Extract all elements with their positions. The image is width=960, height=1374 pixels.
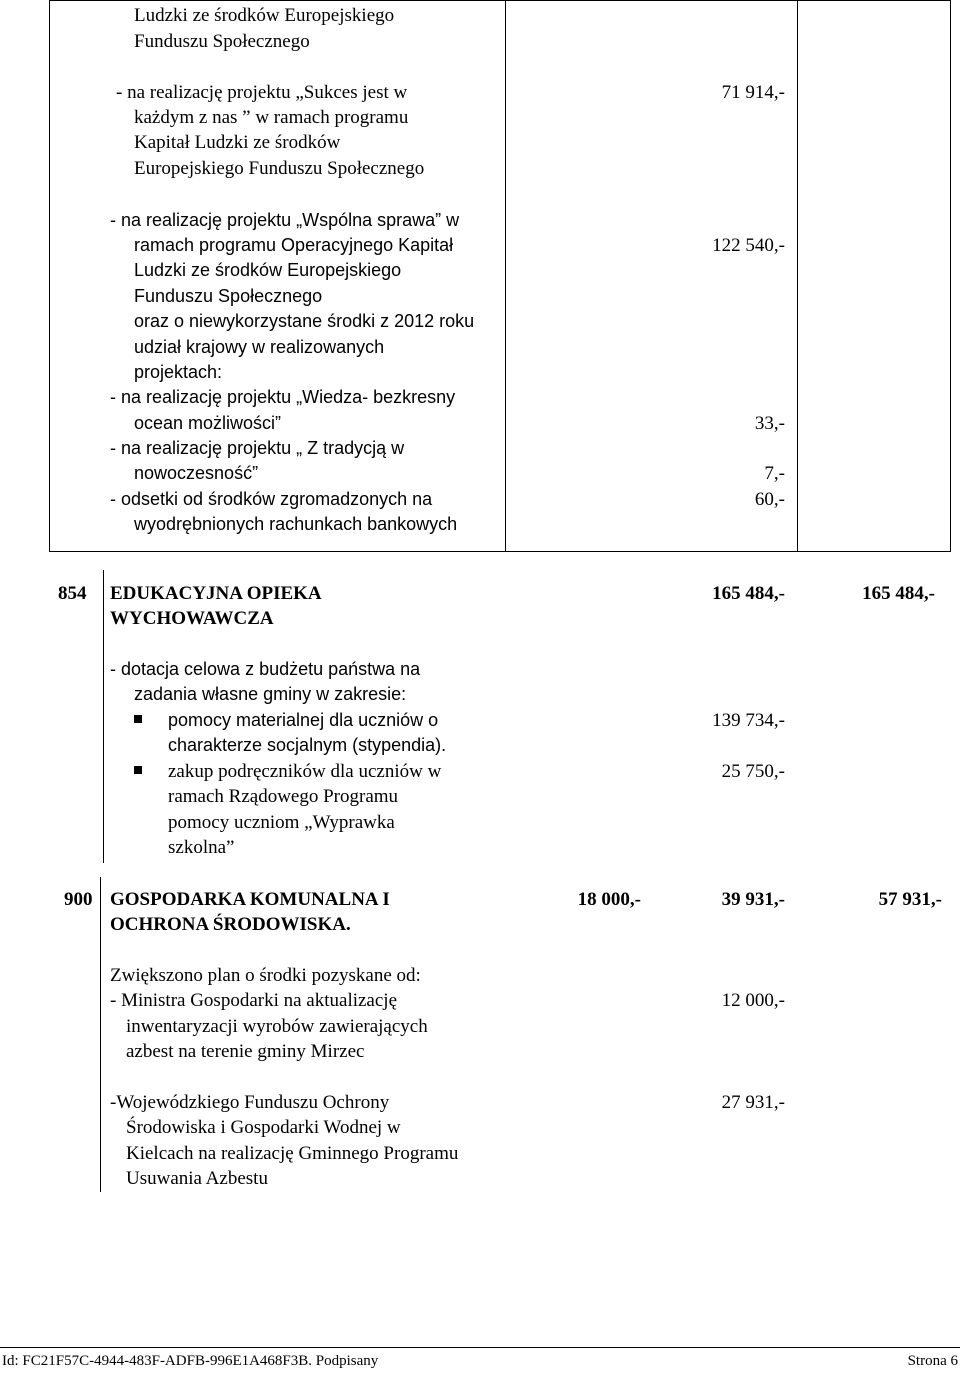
desc-line: Usuwania Azbestu (126, 1168, 268, 1189)
document-id: Id: FC21F57C-4944-483F-ADFB-996E1A468F3B. Podpisany (2, 1353, 379, 1369)
section-increase: 165 484,- (712, 583, 785, 604)
desc-line: - na realizację projektu „Sukces jest w (116, 82, 408, 103)
table-right-border (950, 0, 951, 551)
block-separator (49, 551, 951, 552)
desc-line: pomocy uczniom „Wyprawka (168, 812, 395, 833)
desc-line: udział krajowy w realizowanych (134, 337, 385, 357)
desc-line: Ludzki ze środków Europejskiego (134, 260, 402, 280)
desc-line: zakup podręczników dla uczniów w (168, 761, 442, 782)
bullet-square-icon (134, 766, 142, 774)
section-code: 854 (58, 583, 87, 604)
section-increase: 39 931,- (721, 889, 785, 910)
desc-line: - dotacja celowa z budżetu państwa na (110, 659, 421, 679)
desc-line: pomocy materialnej dla uczniów o (168, 710, 439, 730)
desc-line: charakterze socjalnym (stypendia). (168, 735, 447, 755)
section-title: OCHRONA ŚRODOWISKA. (110, 914, 351, 935)
bullet-square-icon (134, 715, 142, 723)
amount-value: 139 734,- (712, 710, 785, 731)
desc-line: wyodrębnionych rachunkach bankowych (134, 514, 458, 534)
column-divider-desc (505, 0, 506, 551)
desc-line: Funduszu Społecznego (134, 31, 310, 52)
amount-value: 27 931,- (721, 1092, 785, 1113)
desc-line: Kielcach na realizację Gminnego Programu (126, 1143, 459, 1164)
desc-line: - odsetki od środków zgromadzonych na (110, 489, 433, 509)
amount-value: 122 540,- (712, 235, 785, 256)
desc-clip (0, 1130, 507, 1170)
desc-line: - Ministra Gospodarki na aktualizację (110, 990, 398, 1011)
amount-value: 60,- (754, 489, 785, 510)
desc-line: każdym z nas ” w ramach programu (134, 107, 409, 128)
amount-value: 33,- (754, 413, 785, 434)
desc-line: ramach programu Operacyjnego Kapitał (134, 235, 454, 255)
desc-line: -Wojewódzkiego Funduszu Ochrony (110, 1092, 390, 1113)
desc-line: Kapitał Ludzki ze środków (134, 132, 341, 153)
section-code: 900 (64, 889, 93, 910)
desc-line: ramach Rządowego Programu (168, 786, 399, 807)
section-title: EDUKACYJNA OPIEKA (110, 583, 322, 604)
desc-line: oraz o niewykorzystane środki z 2012 roku (134, 311, 475, 331)
desc-line: Ludzki ze środków Europejskiego (134, 5, 395, 26)
desc-line: Zwiększono plan o środki pozyskane od: (110, 965, 421, 986)
desc-line: - na realizację projektu „ Z tradycją w (110, 438, 405, 458)
desc-line: Środowiska i Gospodarki Wodnej w (126, 1117, 401, 1138)
desc-line: projektach: (134, 362, 223, 382)
amount-value: 7,- (764, 463, 785, 484)
desc-line: szkolna” (168, 837, 235, 858)
desc-line: Europejskiego Funduszu Społecznego (134, 158, 425, 179)
desc-line: Funduszu Społecznego (134, 286, 323, 306)
column-divider-amount (797, 0, 798, 551)
desc-line: - na realizację projektu „Wspólna sprawa” w (110, 210, 460, 230)
section-title: GOSPODARKA KOMUNALNA I (110, 889, 390, 910)
desc-line: azbest na terenie gminy Mirzec (126, 1041, 365, 1062)
desc-clip (0, 0, 505, 551)
section-before: 18 000,- (577, 889, 641, 910)
desc-line: ocean możliwości” (134, 413, 282, 433)
amount-value: 12 000,- (721, 990, 785, 1011)
section-after: 165 484,- (862, 583, 935, 604)
desc-line: inwentaryzacji wyrobów zawierających (126, 1016, 428, 1037)
section-after: 57 931,- (878, 889, 942, 910)
desc-line: nowoczesność” (134, 463, 259, 483)
amount-value: 25 750,- (721, 761, 785, 782)
page-number: Strona 6 (907, 1353, 958, 1369)
footer-rule (0, 1347, 960, 1348)
desc-line: zadania własne gminy w zakresie: (134, 684, 407, 704)
code-column-divider (103, 570, 104, 863)
desc-line: - na realizację projektu „Wiedza- bezkresny (110, 387, 456, 407)
section-title: WYCHOWAWCZA (110, 608, 274, 629)
amount-value: 71 914,- (721, 82, 785, 103)
